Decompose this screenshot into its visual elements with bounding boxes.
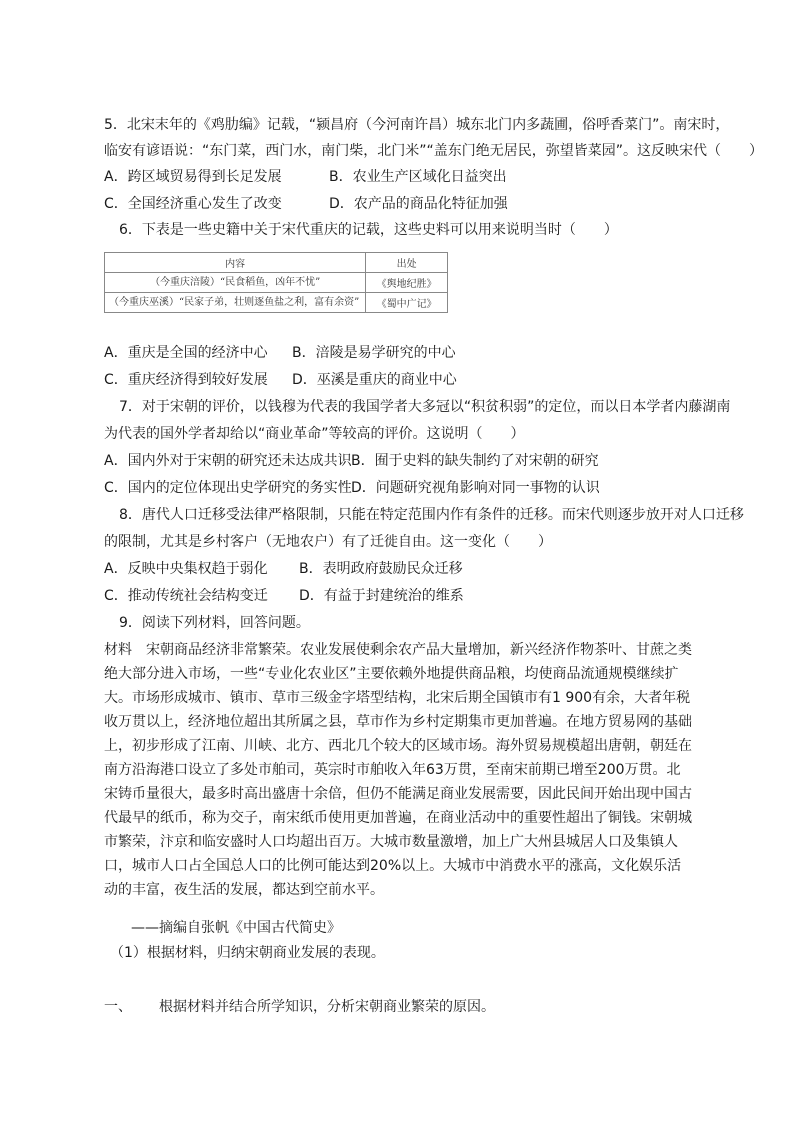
q5-stem-line1: 5．北宋末年的《鸡肋编》记载，“颍昌府（今河南许昌）城东北门内多蔬圃，俗呼香菜门”。南宋时， <box>104 117 730 133</box>
q8-stem-line1: 8．唐代人口迁移受法律严格限制，只能在特定范围内作有条件的迁移。而宋代则逐步放开对人口迁移 <box>119 507 744 523</box>
table-cell-source: 《舆地纪胜》 <box>366 273 448 293</box>
q5-stem-line2: 临安有谚语说：“东门菜，西门水，南门柴，北门米”“盖东门绝无居民，弥望皆菜园”。这反映宋代（ ） <box>104 143 764 159</box>
q7-option-a: A．国内外对于宋朝的研究还未达成共识 <box>104 453 352 469</box>
q5-option-a: A．跨区域贸易得到长足发展 <box>104 169 282 185</box>
q9-subquestion-2-number: 一、 <box>104 999 132 1015</box>
q9-subquestion-1: （1）根据材料，归纳宋朝商业发展的表现。 <box>110 945 385 961</box>
table-header-source: 出处 <box>366 253 448 273</box>
table-cell-content: （今重庆涪陵）“民食稻鱼，凶年不忧” <box>105 273 366 293</box>
q5-option-d: D．农产品的商品化特征加强 <box>329 196 508 212</box>
q6-option-a: A．重庆是全国的经济中心 <box>104 345 268 361</box>
q8-option-a: A．反映中央集权趋于弱化 <box>104 561 268 577</box>
q6-option-b: B．涪陵是易学研究的中心 <box>292 345 456 361</box>
q5-option-c: C．全国经济重心发生了改变 <box>104 196 282 212</box>
q9-material: 材料 宋朝商品经济非常繁荣。农业发展使剩余农产品大量增加，新兴经济作物茶叶、甘蔗之类绝大部分进入市场，一些“专业化农业区”主要依赖外地提供商品粮，均使商品流通规模继续扩大。市场形成城市、镇市、草市三级金字塔型结构，北宋后期全国镇市有1 900有余，大者年税收万贯以上，经济地位超出其所属之县，草市作为乡村定期集市更加普遍。在地方贸易网的基础上，初步形成了江南、川峡、北方、西北几个较大的区域市场。海外贸易规模超出唐朝，朝廷在南方沿海港口设立了多处市舶司，英宗时市舶收入年63万贯，至南宋前期已增至200万贯。北宋铸币量很大，最多时高出盛唐十余倍，但仍不能满足商业发展需要，因此民间开始出现中国古代最早的纸币，称为交子，南宋纸币使用更加普遍，在商业活动中的重要性超出了铜钱。宋朝城市繁荣，汴京和临安盛时人口均超出百万。大城市数量激增，加上广大州县城居人口及集镇人口，城市人口占全国总人口的比例可能达到20%以上。大城市中消费水平的涨高，文化娱乐活动的丰富，夜生活的发展，都达到空前水平。 <box>104 642 692 898</box>
q7-stem-line2: 为代表的国外学者却给以“商业革命”等较高的评价。这说明（ ） <box>104 426 525 442</box>
table-cell-content: （今重庆巫溪）“民家子弟，壮则逐鱼盐之利，富有余资” <box>105 293 366 313</box>
table-cell-source: 《蜀中广记》 <box>366 293 448 313</box>
q8-option-b: B．表明政府鼓励民众迁移 <box>299 561 463 577</box>
table-header-row <box>105 253 448 273</box>
q8-stem-line2: 的限制，尤其是乡村客户（无地农户）有了迁徙自由。这一变化（ ） <box>104 534 552 550</box>
q7-stem-line1: 7．对于宋朝的评价，以钱穆为代表的我国学者大多冠以“积贫积弱”的定位，而以日本学者内藤湖南 <box>119 399 731 415</box>
table-header-content: 内容 <box>105 253 366 273</box>
q6-source-table <box>104 252 448 313</box>
table-row <box>105 293 448 313</box>
q9-citation: ——摘编自张帆《中国古代简史》 <box>131 920 341 936</box>
q5-option-b: B．农业生产区域化日益突出 <box>329 169 507 185</box>
q8-option-d: D．有益于封建统治的维系 <box>299 588 464 604</box>
q6-option-c: C．重庆经济得到较好发展 <box>104 372 268 388</box>
q9-stem: 9．阅读下列材料，回答问题。 <box>119 615 310 631</box>
q6-option-d: D．巫溪是重庆的商业中心 <box>292 372 457 388</box>
q7-option-c: C．国内的定位体现出史学研究的务实性 <box>104 480 352 496</box>
table-row <box>105 273 448 293</box>
q7-option-d: D．问题研究视角影响对同一事物的认识 <box>351 480 600 496</box>
q7-option-b: B．囿于史料的缺失制约了对宋朝的研究 <box>351 453 599 469</box>
q8-option-c: C．推动传统社会结构变迁 <box>104 588 268 604</box>
q9-subquestion-2: 根据材料并结合所学知识，分析宋朝商业繁荣的原因。 <box>159 999 495 1015</box>
q6-stem: 6．下表是一些史籍中关于宋代重庆的记载，这些史料可以用来说明当时（ ） <box>119 222 618 238</box>
